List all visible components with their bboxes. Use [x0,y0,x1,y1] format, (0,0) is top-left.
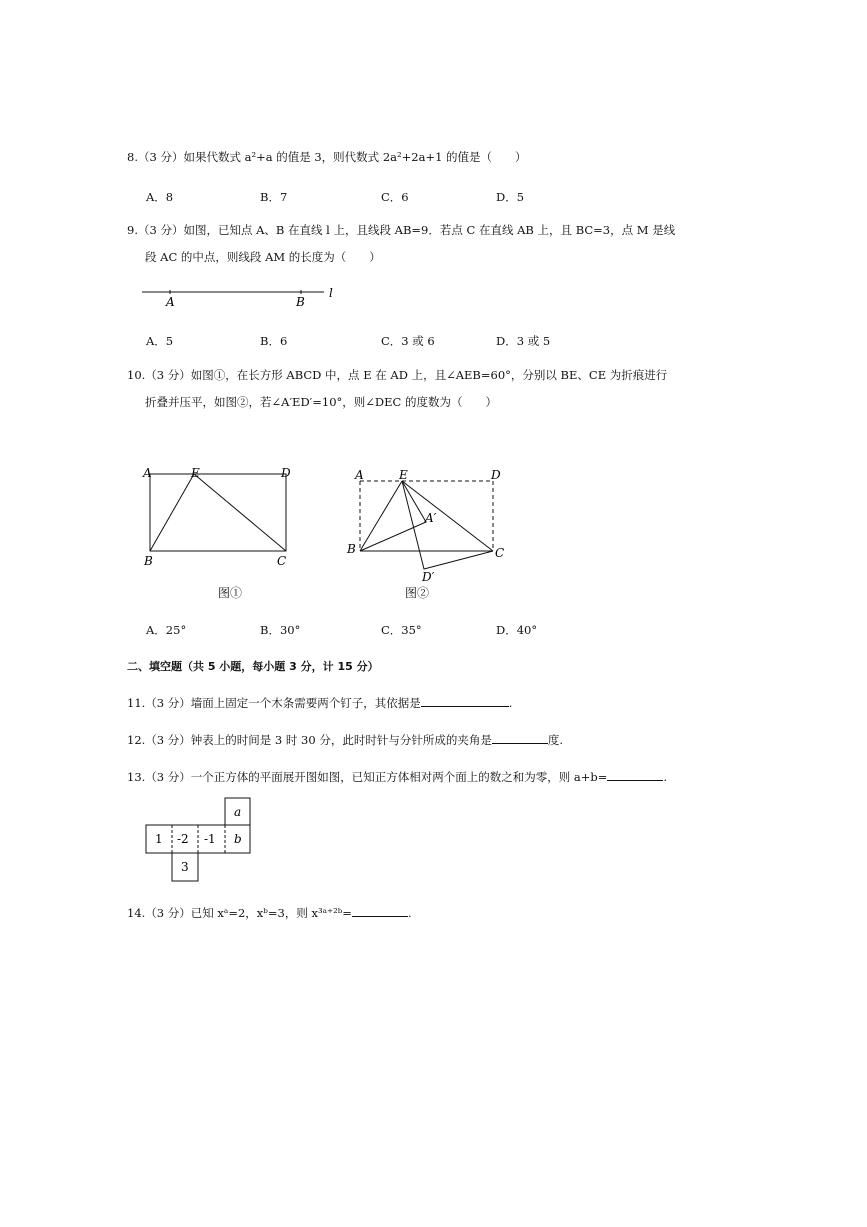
q10-option-b: B．30° [260,623,301,637]
folded-triangle-d [402,481,493,569]
rectangle-abcd [150,474,286,551]
net-label-neg1: -1 [204,832,216,846]
q8-option-b: B．7 [260,190,288,204]
q12-answer-blank[interactable] [492,731,548,744]
net-label-b: b [234,832,242,846]
question-14-end: . [407,906,412,920]
question-12-end: 度. [547,733,563,747]
figure-2-caption: 图② [405,586,430,600]
fig2-label-a-prime: A′ [425,511,437,525]
label-point-b: B [296,295,305,309]
question-9-stem-line1: 9.（3 分）如图，已知点 A、B 在直线 l 上，且线段 AB=9．若点 C 在直线 AB 上，且 BC=3，点 M 是线 [127,223,676,237]
segment-ec [402,481,493,551]
fig1-label-d: D [281,466,291,480]
label-line-l: l [329,286,333,300]
segment-eb [360,481,402,551]
question-14-text: 14.（3 分）已知 xᵃ=2，xᵇ=3，则 x³ᵃ⁺²ᵇ= [127,906,352,920]
q13-cube-net [140,795,260,887]
fig2-label-e: E [399,468,408,482]
net-label-neg2: -2 [177,832,189,846]
fig2-label-c: C [495,546,505,560]
question-13-text: 13.（3 分）一个正方体的平面展开图如图，已知正方体相对两个面上的数之和为零，则 a+b= [127,770,608,784]
segment-be [150,474,194,551]
q10-figure-2 [343,462,518,584]
fig1-label-b: B [144,554,153,568]
question-13-end: . [663,770,668,784]
q10-figure-1 [138,462,308,572]
fig1-label-c: C [277,554,287,568]
net-label-1: 1 [155,832,163,846]
figure-1-caption: 图① [218,586,243,600]
q11-answer-blank[interactable] [421,694,509,707]
q14-answer-blank[interactable] [352,904,408,917]
net-label-3: 3 [181,860,189,874]
q8-option-c: C．6 [381,190,409,204]
net-label-a: a [234,805,242,819]
q10-option-d: D．40° [496,623,538,637]
question-9-stem-line2: 段 AC 的中点，则线段 AM 的长度为（ ） [145,250,381,264]
label-point-a: A [166,295,175,309]
question-12-text: 12.（3 分）钟表上的时间是 3 时 30 分，此时时针与分针所成的夹角是 [127,733,492,747]
fig2-label-d-prime: D′ [422,570,435,584]
question-12 [127,731,563,747]
q8-option-d: D．5 [496,190,525,204]
q10-option-c: C．35° [381,623,422,637]
fig2-label-b: B [347,542,356,556]
q8-option-a: A．8 [146,190,174,204]
q13-answer-blank[interactable] [607,768,663,781]
section-2-title: 二、填空题（共 5 小题，每小题 3 分，计 15 分） [127,660,379,673]
question-11-text: 11.（3 分）墙面上固定一个木条需要两个钉子，其依据是 [127,696,421,710]
fig2-label-d: D [491,468,501,482]
fig1-label-a: A [143,466,152,480]
fig2-label-a: A [355,468,364,482]
segment-ec [194,474,286,551]
q9-option-b: B．6 [260,334,288,348]
q9-option-a: A．5 [146,334,174,348]
question-11 [127,694,512,710]
question-10-stem-line2: 折叠并压平，如图②，若∠A′ED′=10°，则∠DEC 的度数为（ ） [145,395,497,409]
q9-line-figure [140,282,350,310]
q10-option-a: A．25° [146,623,187,637]
question-13 [127,768,667,784]
question-11-end: . [508,696,513,710]
question-8-stem: 8.（3 分）如果代数式 a²+a 的值是 3，则代数式 2a²+2a+1 的值是（ ） [127,150,527,164]
question-10-stem-line1: 10.（3 分）如图①，在长方形 ABCD 中，点 E 在 AD 上，且∠AEB=60°，分别以 BE、CE 为折痕进行 [127,368,668,382]
fig1-label-e: E [191,466,200,480]
q9-option-c: C．3 或 6 [381,334,435,348]
question-14 [127,904,412,920]
q9-option-d: D．3 或 5 [496,334,551,348]
